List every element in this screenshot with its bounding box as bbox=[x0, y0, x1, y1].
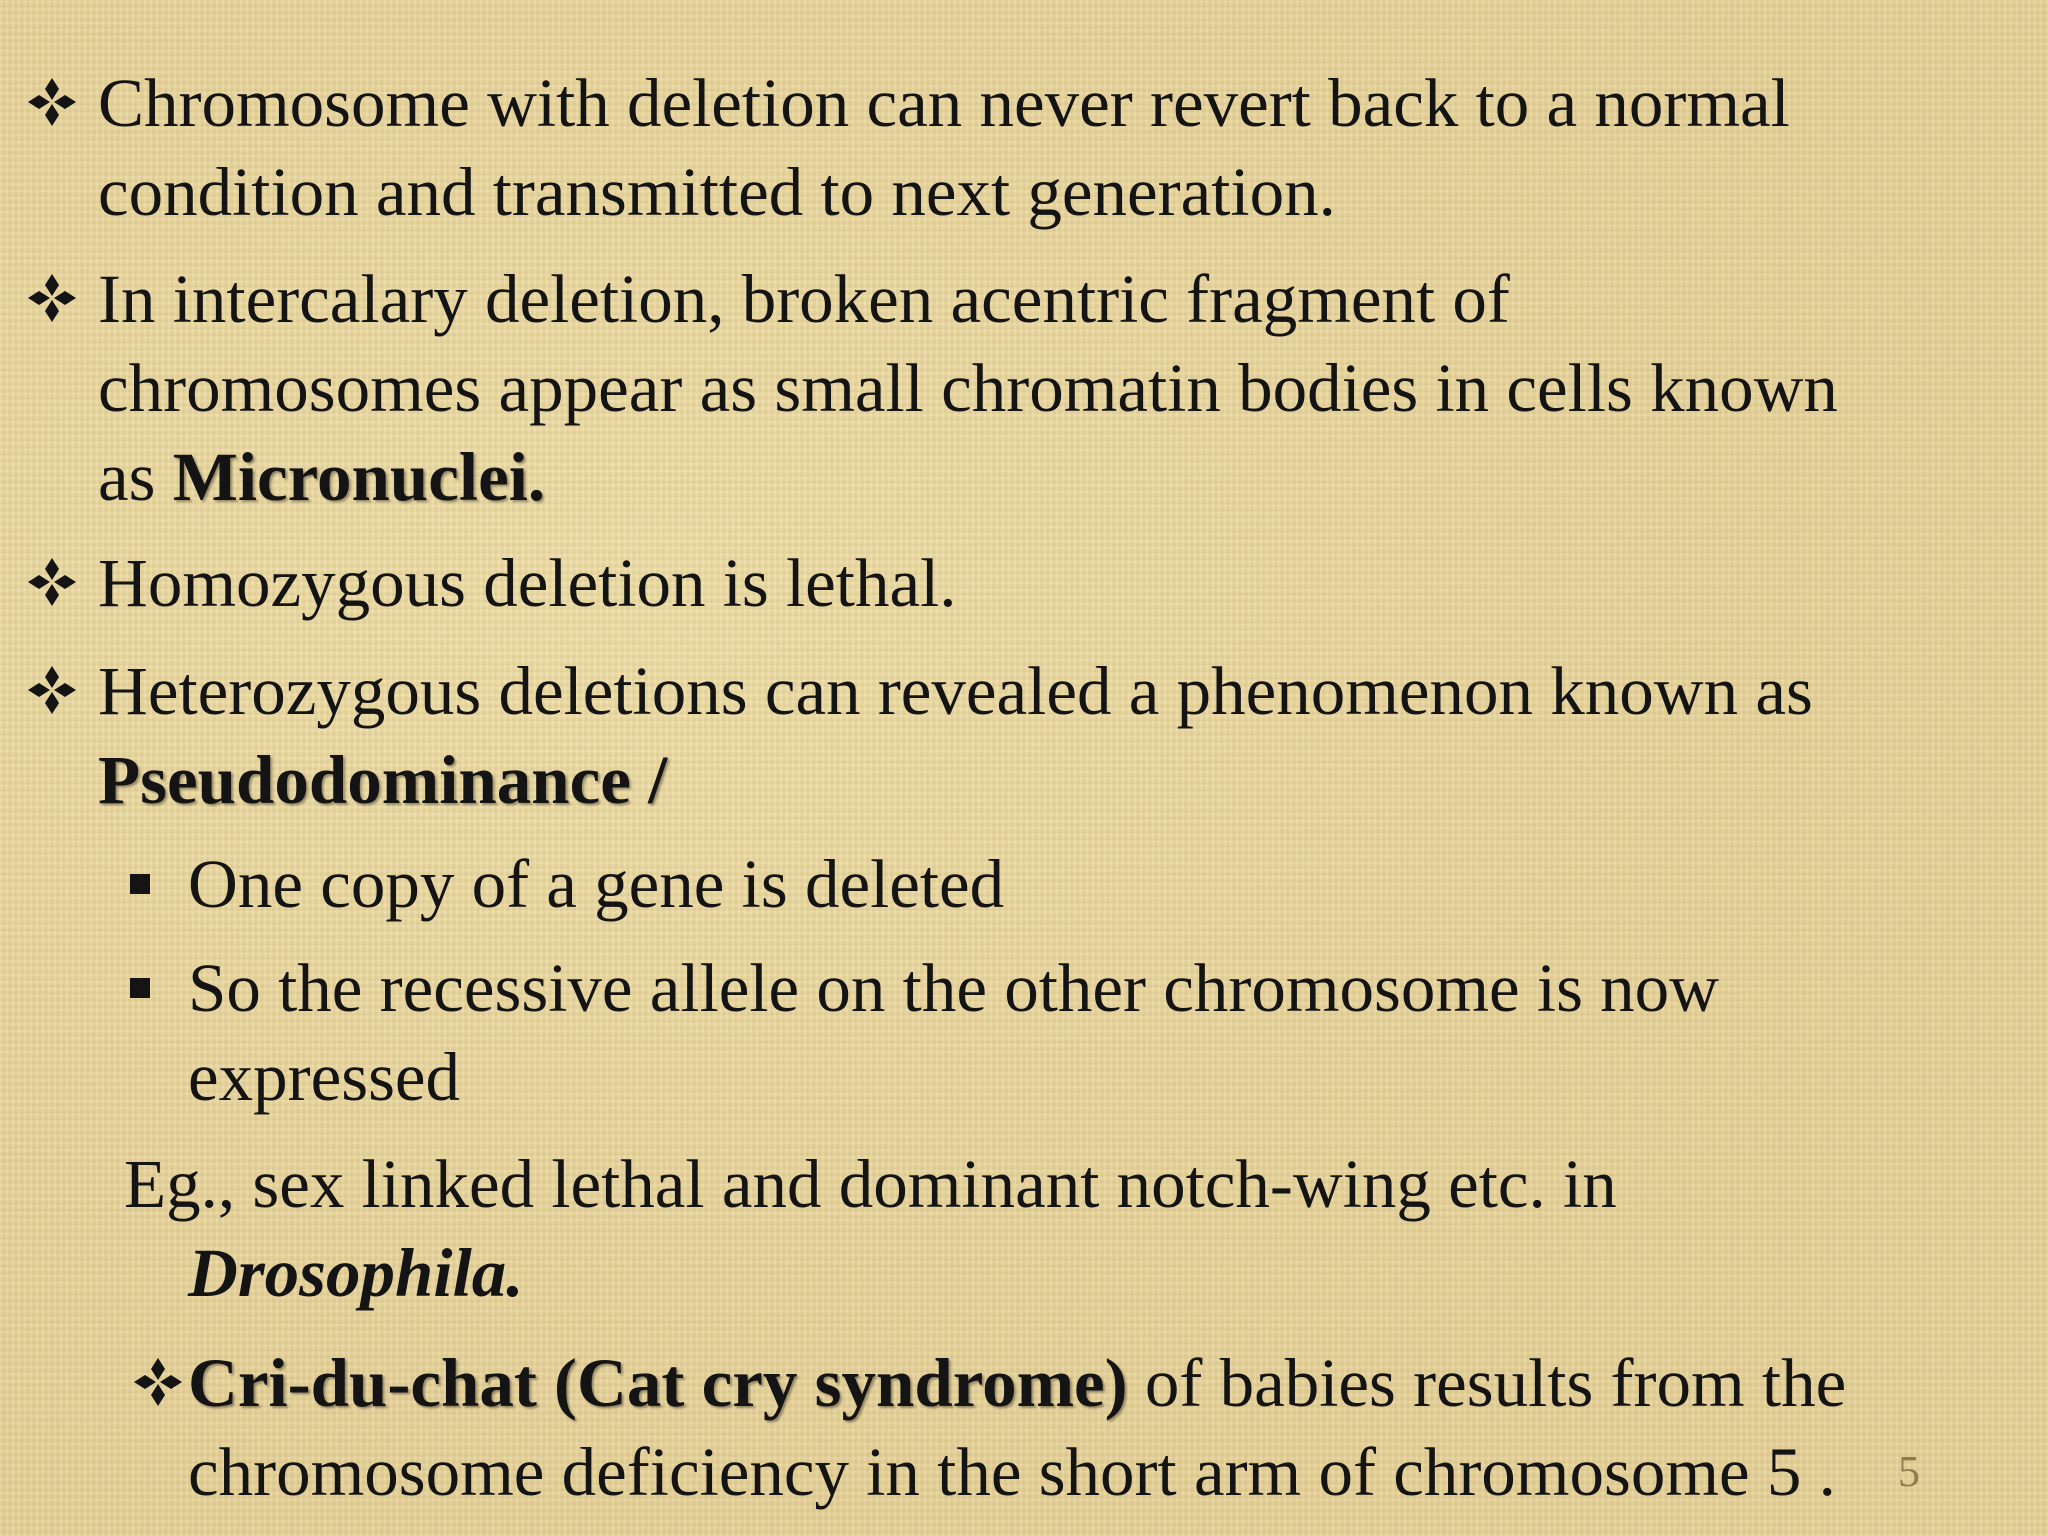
sub-bullet-2-line-1: So the recessive allele on the other chromosome is now bbox=[188, 950, 1720, 1026]
sub-bullet-1-line-1: One copy of a gene is deleted bbox=[188, 846, 1005, 922]
bullet-2-line-1: In intercalary deletion, broken acentric fragment of bbox=[98, 261, 1510, 337]
diamond-bullet-icon bbox=[132, 1356, 184, 1408]
bullet-4-line-1: Heterozygous deletions can revealed a phenomenon known as bbox=[98, 653, 1813, 729]
bullet-2-line-3 bbox=[98, 433, 545, 522]
diamond-bullet-icon bbox=[26, 556, 78, 608]
pseudodominance-term: Pseudodominance / bbox=[98, 742, 668, 818]
diamond-bullet-icon bbox=[26, 272, 78, 324]
cri-du-chat-term: Cri-du-chat (Cat cry syndrome) bbox=[188, 1345, 1128, 1421]
diamond-bullet-icon bbox=[26, 76, 78, 128]
drosophila-term: Drosophila. bbox=[188, 1235, 524, 1311]
bullet-2-line-2: chromosomes appear as small chromatin bodies in cells known bbox=[98, 350, 1838, 426]
sub-bullet-2-line-2: expressed bbox=[188, 1039, 461, 1115]
cri-du-chat-line-1-rest: of babies results from the bbox=[1127, 1345, 1847, 1421]
page-number: 5 bbox=[1898, 1447, 1920, 1496]
cri-du-chat-line-2: chromosome deficiency in the short arm of chromosome 5 . bbox=[188, 1434, 1836, 1510]
bullet-2-line-3-prefix: as bbox=[98, 439, 173, 515]
bullet-1-line-1: Chromosome with deletion can never revert back to a normal bbox=[98, 65, 1790, 141]
square-bullet-icon bbox=[130, 874, 150, 894]
bullet-3-line-1: Homozygous deletion is lethal. bbox=[98, 545, 957, 621]
bullet-1-line-2: condition and transmitted to next generation. bbox=[98, 154, 1336, 230]
cri-du-chat-line-1 bbox=[188, 1339, 1846, 1428]
diamond-bullet-icon bbox=[26, 664, 78, 716]
square-bullet-icon bbox=[130, 978, 150, 998]
micronuclei-term: Micronuclei. bbox=[172, 439, 546, 515]
example-line-1: Eg., sex linked lethal and dominant notch-wing etc. in bbox=[124, 1146, 1617, 1222]
